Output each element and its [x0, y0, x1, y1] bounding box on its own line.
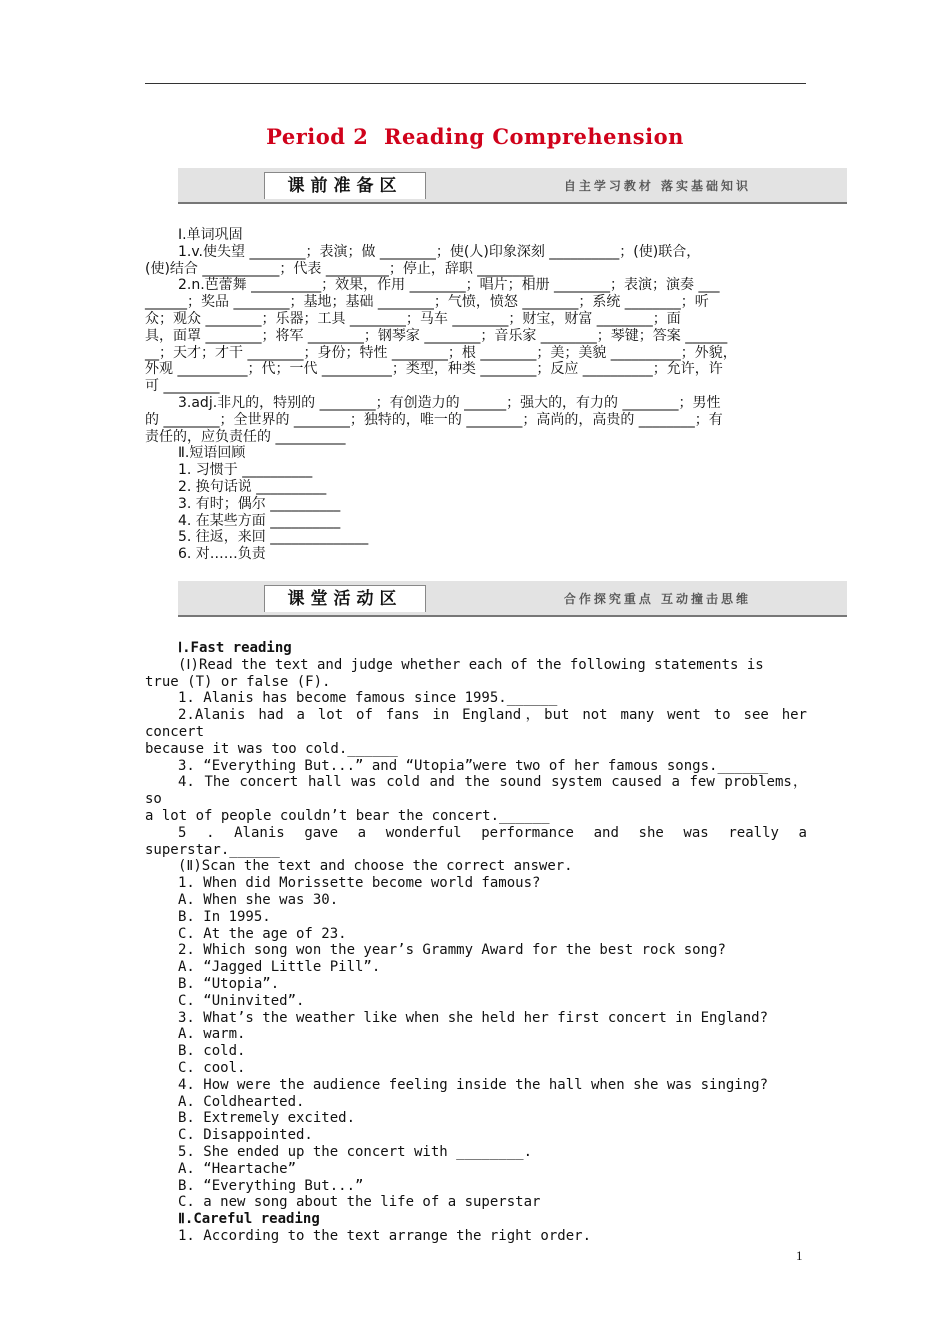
banner-tab-label: 课堂活动区 [264, 585, 426, 612]
tf-statement: superstar.______ [145, 841, 280, 858]
banner-slogan: 自主学习教材 落实基础知识 [563, 179, 751, 193]
vocab-heading: Ⅰ.单词巩固 [178, 227, 243, 243]
tf-statement: 5 . Alanis gave a wonderful performance and she was really a [178, 824, 807, 841]
section-banner-preview [178, 168, 847, 204]
reading-section [145, 640, 807, 1245]
tf-statement: 4. The concert hall was cold and the sound system caused a few problems，so [145, 774, 807, 808]
vocab-item-3-line: 3.adj.非凡的，特别的 ________；有创造力的 ______；强大的，有力的 ________；男性 [178, 394, 721, 411]
mc-line: B. “Everything But...” [178, 1177, 364, 1194]
mc-line: A. When she was 30. [178, 891, 339, 908]
mc-line: C. Disappointed. [178, 1127, 313, 1144]
mc-line: A. Coldhearted. [178, 1093, 305, 1110]
vocab-item-2-line: 具，面罩 ________；将军 ________；钢琴家 ________；音乐家 ________；琴键；答案 ______ [145, 327, 728, 344]
vocab-item-2-line: 外观 __________；代；一代 __________；类型，种类 ________；反应 __________；允许，许 [145, 361, 723, 378]
mc-line: 1. When did Morissette become world famous? [178, 875, 541, 892]
vocab-item-3-line: 责任的，应负责任的 __________ [145, 428, 346, 445]
page-title: Period 2 Reading Comprehension [266, 124, 684, 149]
banner-tab-label: 课前准备区 [264, 172, 426, 199]
careful-reading-task: 1. According to the text arrange the right order. [178, 1227, 592, 1244]
tf-statement: 2.Alanis had a lot of fans in England，but not many went to see her concert [145, 707, 807, 740]
mc-line: 2. Which song won the year’s Grammy Award for the best rock song? [178, 942, 726, 959]
mc-line: B. In 1995. [178, 908, 271, 925]
tf-statement: 1. Alanis has become famous since 1995.______ [178, 690, 558, 707]
phrase-item: 4. 在某些方面 __________ [178, 512, 341, 529]
fast-reading-heading: Ⅰ.Fast reading [178, 640, 292, 656]
phrase-item: 1. 习惯于 __________ [178, 462, 313, 479]
phrases-heading: Ⅱ.短语回顾 [178, 445, 246, 462]
header-rule [145, 83, 806, 84]
phrase-item: 2. 换句话说 __________ [178, 478, 327, 495]
tf-instructions: (Ⅰ)Read the text and judge whether each of the following statements is [178, 656, 764, 673]
vocab-item-1-line: 1.v.使失望 ________；表演；做 ________；使(人)印象深刻 __________；(使)联合， [178, 243, 701, 260]
mc-line: 5. She ended up the concert with ________. [178, 1143, 533, 1160]
mc-line: B. “Utopia”. [178, 975, 280, 992]
vocab-item-3-line: 的 ________；全世界的 ________；独特的，唯一的 ________；高尚的，高贵的 ________；有 [145, 411, 723, 428]
careful-reading-heading: Ⅱ.Careful reading [178, 1211, 320, 1228]
mc-line: 3. What’s the weather like when she held her first concert in England? [178, 1009, 769, 1026]
mc-line: 4. How were the audience feeling inside the hall when she was singing? [178, 1076, 769, 1093]
mc-line: C. “Uninvited”. [178, 992, 305, 1009]
page-number: 1 [796, 1248, 803, 1263]
mc-line: C. At the age of 23. [178, 925, 347, 942]
section-banner-classroom [178, 581, 847, 617]
phrase-item: 3. 有时；偶尔 __________ [178, 495, 341, 512]
vocab-item-2-line: 2.n.芭蕾舞 __________；效果，作用 ________；唱片；相册 ________；表演；演奏 ___ [178, 277, 720, 294]
mc-line: B. Extremely excited. [178, 1110, 356, 1127]
banner-slogan: 合作探究重点 互动撞击思维 [563, 592, 751, 606]
mc-line: A. “Heartache” [178, 1160, 297, 1177]
vocab-item-2-line: 可 ________ [145, 378, 220, 395]
phrase-item: 5. 往返，来回 ______________ [178, 529, 369, 546]
vocab-section [145, 227, 807, 563]
mc-line: A. “Jagged Little Pill”. [178, 959, 381, 976]
tf-statement: a lot of people couldn’t bear the concert.______ [145, 807, 550, 824]
mc-line: C. cool. [178, 1059, 246, 1076]
phrase-item: 6. 对……负责 [178, 546, 266, 563]
mc-line: C. a new song about the life of a superstar [178, 1194, 541, 1211]
vocab-item-2-line: __；天才；才干 ________；身份；特性 ________；根 ________；美；美貌 __________；外貌， [145, 344, 737, 361]
tf-statement: 3. “Everything But...” and “Utopia”were two of her famous songs.______ [178, 757, 769, 774]
mc-line: B. cold. [178, 1043, 246, 1060]
tf-statement: because it was too cold.______ [145, 740, 398, 757]
vocab-item-1-line: (使)结合 ___________；代表 _________；停止，辞职 ________ [145, 260, 534, 277]
vocab-item-2-line: ______；奖品 ________；基地；基础 ________；气愤，愤怒 ________；系统 ________；听 [145, 294, 709, 311]
tf-instructions: true (T) or false (F). [145, 673, 331, 690]
mc-instructions: (Ⅱ)Scan the text and choose the correct answer. [178, 858, 573, 875]
vocab-item-2-line: 众；观众 ________；乐器；工具 ________；马车 ________；财宝，财富 ________；面 [145, 310, 681, 327]
mc-line: A. warm. [178, 1026, 246, 1043]
